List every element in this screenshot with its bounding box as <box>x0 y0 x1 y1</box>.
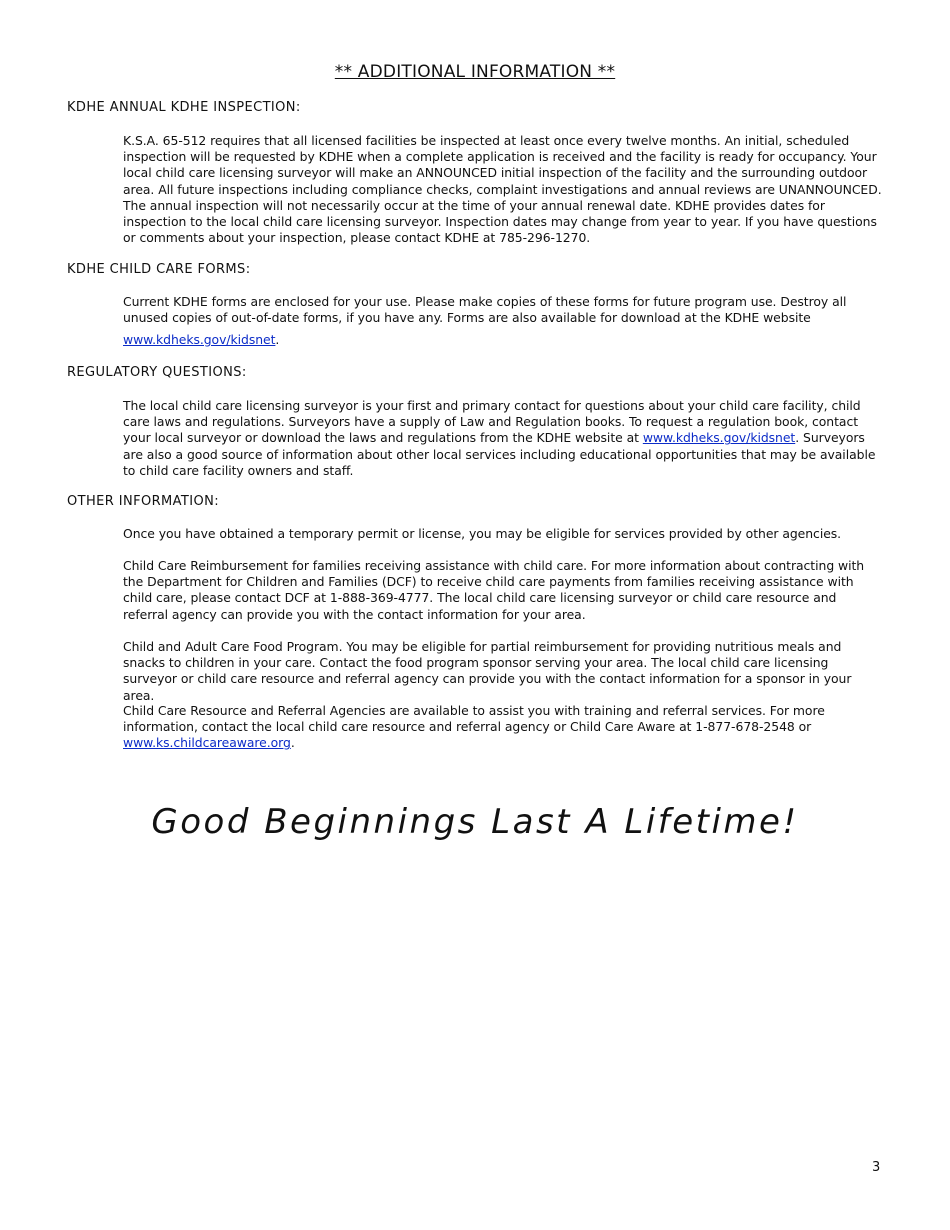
other-paragraph-reimbursement: Child Care Reimbursement for families receiving assistance with child care. For more information about contracting with the Department for Children and Families (DCF) to receive child care payments from families receiving assistance with child care, please contact DCF at 1-888-369-4777. The local child care licensing surveyor or child care resource and referral agency can provide you with the contact information for your area. <box>123 558 865 622</box>
kidsnet-link[interactable]: www.kdheks.gov/kidsnet <box>123 332 276 348</box>
section-heading-regulatory: REGULATORY QUESTIONS: <box>67 365 247 380</box>
page-number: 3 <box>872 1160 881 1175</box>
regulatory-kidsnet-link[interactable]: www.kdheks.gov/kidsnet <box>642 430 796 446</box>
page-title <box>0 62 950 82</box>
forms-paragraph <box>123 294 885 349</box>
other-paragraph-permit: Once you have obtained a temporary permit or license, you may be eligible for services provided by other agencies. <box>123 526 842 541</box>
slogan: Good Beginnings Last A Lifetime! <box>151 802 799 842</box>
section-heading-inspection: KDHE ANNUAL KDHE INSPECTION: <box>67 100 301 115</box>
other-paragraph-food-program: Child and Adult Care Food Program. You may be eligible for partial reimbursement for providing nutritious meals and snacks to children in your care. Contact the food program sponsor serving your area. The local child care licensing surveyor or child care resource and referral agency can provide you with the contact information for a sponsor in your area. <box>123 639 852 703</box>
regulatory-paragraph-text: The local child care licensing surveyor is your first and primary contact for questions about your child care facility, child care laws and regulations. Surveyors have a supply of Law and Regulation books. To request a regulation book, contact your local surveyor or download the laws and regulations from the KDHE website at <box>123 398 861 446</box>
forms-paragraph-after: . <box>275 332 280 348</box>
forms-paragraph-text: Current KDHE forms are enclosed for your use. Please make copies of these forms for future program use. Destroy all unused copies of out-of-date forms, if you have any. Forms are also available for download at the KDHE website <box>123 294 847 326</box>
section-heading-other: OTHER INFORMATION: <box>67 494 220 509</box>
other-paragraph-referral <box>123 703 885 752</box>
section-heading-forms: KDHE CHILD CARE FORMS: <box>67 262 251 277</box>
referral-paragraph-text: Child Care Resource and Referral Agencies are available to assist you with training and referral services. For more information, contact the local child care resource and referral agency or Child Care Aware at 1-877-678-2548 or <box>123 703 825 735</box>
referral-paragraph-after: . <box>290 735 295 751</box>
inspection-paragraph: K.S.A. 65-512 requires that all licensed facilities be inspected at least once every twelve months. An initial, scheduled inspection will be requested by KDHE when a complete application is received and the facility is ready for occupancy. Your local child care licensing surveyor will make an ANNOUNCED initial inspection of the facility and the surrounding outdoor area. All future inspections including compliance checks, complaint investigations and annual reviews are UNANNOUNCED. The annual inspection will not necessarily occur at the time of your annual renewal date. KDHE provides dates for inspection to the local child care licensing surveyor. Inspection dates may change from year to year. If you have questions or comments about your inspection, please contact KDHE at 785-296-1270. <box>123 133 882 246</box>
childcareaware-link[interactable]: www.ks.childcareaware.org <box>123 735 291 751</box>
regulatory-paragraph <box>123 398 885 479</box>
page-title-text: ** ADDITIONAL INFORMATION ** <box>334 62 616 82</box>
regulatory-paragraph-after: . Surveyors are also a good source of information about other local services including educational opportunities that may be available to child care facility owners and staff. <box>123 430 876 478</box>
